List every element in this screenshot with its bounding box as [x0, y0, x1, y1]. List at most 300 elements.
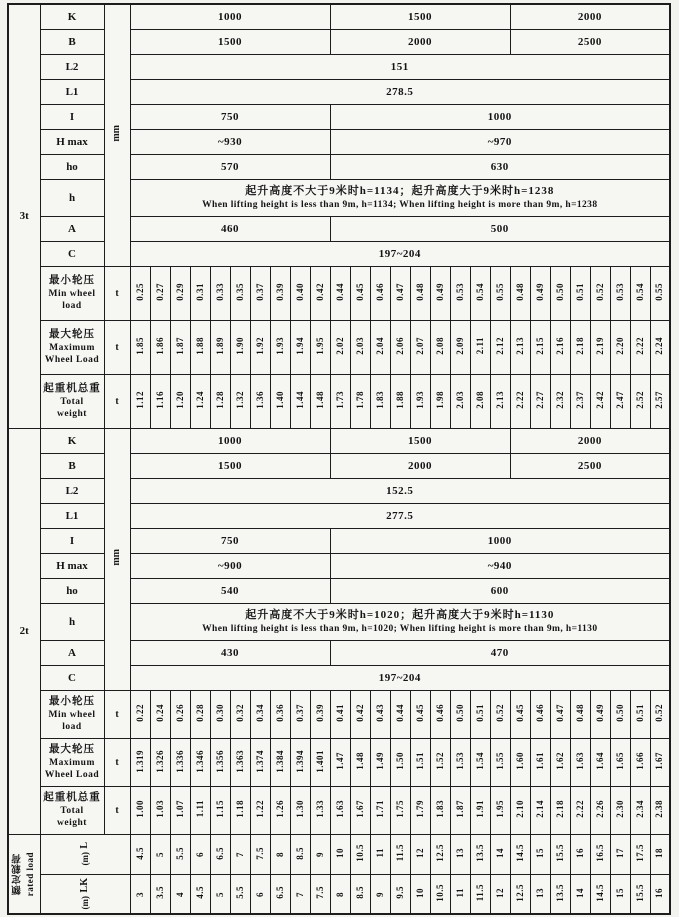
load-value-cell	[570, 690, 590, 738]
load-value: 0.52	[654, 704, 665, 722]
load-value-cell	[450, 738, 470, 786]
load-value-cell	[250, 320, 270, 374]
span-value-cell	[310, 834, 330, 874]
load-value-cell	[410, 786, 430, 834]
load-row	[8, 786, 670, 834]
load-value: 2.08	[434, 337, 445, 355]
dim-value-cell: 2000	[510, 428, 670, 453]
load-value-cell	[450, 374, 470, 428]
span-value-cell	[170, 834, 190, 874]
load-value-cell	[650, 266, 670, 320]
span-value-cell	[390, 834, 410, 874]
load-value-cell	[630, 266, 650, 320]
span-value-cell	[410, 874, 430, 914]
load-value: 2.24	[654, 337, 665, 355]
row-label-L1: L1	[40, 503, 104, 528]
load-value: 0.39	[274, 283, 285, 301]
load-value-cell	[550, 738, 570, 786]
load-value-cell	[310, 374, 330, 428]
lifting-height-note-cn: 起升高度不大于9米时h=1134；起升高度大于9米时h=1238	[245, 184, 555, 197]
load-unit-cell: t	[104, 690, 130, 738]
span-value-cell	[590, 874, 610, 914]
load-value: 1.95	[494, 800, 505, 818]
load-value: 2.16	[554, 337, 565, 355]
dim-value-cell: 1500	[130, 453, 330, 478]
load-value-cell	[610, 374, 630, 428]
load-value-cell	[590, 374, 610, 428]
span-value: 17.5	[634, 844, 645, 862]
span-value: 14.5	[594, 883, 605, 902]
load-value-cell	[490, 320, 510, 374]
load-value-cell	[130, 738, 150, 786]
load-value: 2.10	[514, 800, 525, 818]
load-value-cell	[630, 690, 650, 738]
load-value-cell	[370, 320, 390, 374]
load-value-cell	[430, 786, 450, 834]
span-value: 15	[534, 848, 545, 858]
load-value: 2.57	[654, 391, 665, 409]
load-value-cell	[190, 266, 210, 320]
span-value-cell	[170, 874, 190, 914]
row-label-L1: L1	[40, 79, 104, 104]
load-value: 1.401	[314, 749, 325, 773]
load-value: 2.47	[614, 391, 625, 409]
load-value-cell	[290, 374, 310, 428]
span-value-cell	[570, 834, 590, 874]
span-value: 8.5	[354, 886, 365, 900]
load-value: 1.356	[214, 749, 225, 773]
load-value: 1.384	[274, 749, 285, 773]
span-value-cell	[430, 874, 450, 914]
load-value: 0.26	[174, 704, 185, 722]
load-value: 0.47	[554, 704, 565, 722]
load-value-cell	[130, 374, 150, 428]
load-value: 0.54	[474, 283, 485, 301]
dim-value-cell	[130, 603, 670, 640]
span-value-cell	[490, 834, 510, 874]
span-value: 5.5	[174, 846, 185, 860]
load-row-label	[40, 690, 104, 738]
dim-unit-cell	[104, 4, 130, 266]
span-value-cell	[230, 834, 250, 874]
span-value-cell	[270, 834, 290, 874]
load-value-cell	[490, 374, 510, 428]
load-value: 1.55	[494, 752, 505, 770]
span-value: 13.5	[554, 883, 565, 902]
load-label-en: load	[62, 301, 82, 312]
load-value-cell	[550, 320, 570, 374]
span-value-cell	[350, 834, 370, 874]
dim-value-cell: 1000	[130, 428, 330, 453]
load-value: 1.66	[634, 752, 645, 770]
span-value: 6	[254, 891, 265, 897]
span-value: 17	[614, 848, 625, 858]
load-value-cell	[250, 374, 270, 428]
load-label-en: weight	[57, 409, 87, 420]
load-label-cn: 起重机总重	[43, 382, 101, 394]
load-value-cell	[630, 738, 650, 786]
span-value-cell	[150, 834, 170, 874]
dim-value-cell: 152.5	[130, 478, 670, 503]
row-label-B: B	[40, 29, 104, 54]
load-value: 1.65	[614, 752, 625, 770]
load-value-cell	[170, 266, 190, 320]
load-row	[8, 320, 670, 374]
span-value: 18	[654, 848, 665, 858]
span-value-cell	[630, 834, 650, 874]
load-value-cell	[130, 320, 150, 374]
load-value: 1.90	[234, 337, 245, 355]
load-value: 1.71	[374, 800, 385, 818]
load-value-cell	[590, 690, 610, 738]
load-value: 1.53	[454, 752, 465, 770]
load-value: 0.35	[234, 283, 245, 301]
load-value-cell	[330, 320, 350, 374]
spec-table	[7, 3, 671, 915]
load-value: 1.95	[314, 337, 325, 355]
load-value-cell	[530, 786, 550, 834]
load-value-cell	[550, 786, 570, 834]
dim-value-cell: ~930	[130, 129, 330, 154]
load-value: 1.12	[134, 391, 145, 409]
span-value: 13	[454, 848, 465, 858]
load-value-cell	[330, 690, 350, 738]
row-label-H max: H max	[40, 553, 104, 578]
load-value: 1.16	[154, 391, 165, 409]
load-value-cell	[410, 320, 430, 374]
load-value: 0.55	[494, 283, 505, 301]
span-value: 16	[574, 848, 585, 858]
load-value: 1.32	[234, 391, 245, 409]
load-value-cell	[610, 786, 630, 834]
load-value-cell	[350, 690, 370, 738]
load-value: 0.43	[374, 704, 385, 722]
load-value-cell	[210, 320, 230, 374]
load-unit-cell: t	[104, 266, 130, 320]
span-value-cell	[230, 874, 250, 914]
load-value: 1.85	[134, 337, 145, 355]
load-value-cell	[370, 786, 390, 834]
span-value: 9.5	[394, 886, 405, 900]
span-value: 14	[574, 887, 585, 898]
span-value: 8.5	[294, 846, 305, 860]
load-value-cell	[370, 266, 390, 320]
load-value-cell	[330, 266, 350, 320]
capacity-label-2t: 2t	[8, 428, 40, 834]
span-value: 6.5	[274, 886, 285, 900]
load-value: 1.24	[194, 391, 205, 409]
load-label-en: load	[62, 722, 82, 733]
load-value-cell	[470, 320, 490, 374]
load-value: 0.49	[534, 283, 545, 301]
load-value: 1.98	[434, 391, 445, 409]
load-value-cell	[270, 320, 290, 374]
load-value-cell	[290, 786, 310, 834]
load-value: 2.38	[654, 800, 665, 818]
span-value-cell	[270, 874, 290, 914]
load-value: 1.86	[154, 337, 165, 355]
span-value: 6.5	[214, 846, 225, 860]
span-label-stack	[41, 842, 130, 865]
span-value: 16	[654, 887, 665, 898]
load-value: 0.31	[194, 283, 205, 301]
span-label-L	[40, 834, 130, 874]
load-value: 0.33	[214, 283, 225, 301]
load-value: 0.32	[234, 704, 245, 722]
load-value-cell	[570, 320, 590, 374]
load-value-cell	[510, 690, 530, 738]
row-label-I: I	[40, 528, 104, 553]
load-value: 1.87	[454, 800, 465, 818]
load-value-cell	[450, 266, 470, 320]
load-value-cell	[210, 690, 230, 738]
load-value-cell	[410, 738, 430, 786]
load-value: 0.34	[254, 704, 265, 722]
dim-value-cell: 500	[330, 216, 670, 241]
load-label-en: Min wheel	[48, 709, 96, 720]
dimension-row	[8, 4, 670, 29]
span-row	[8, 874, 670, 914]
load-value-cell	[370, 374, 390, 428]
load-row	[8, 690, 670, 738]
dim-value-cell: ~940	[330, 553, 670, 578]
row-label-h: h	[40, 179, 104, 216]
span-value-cell	[530, 834, 550, 874]
load-value: 0.53	[614, 283, 625, 301]
load-value-cell	[390, 266, 410, 320]
span-value-cell	[610, 874, 630, 914]
load-value-cell	[390, 690, 410, 738]
load-value-cell	[530, 374, 550, 428]
load-value: 1.92	[254, 337, 265, 355]
span-value-cell	[330, 834, 350, 874]
span-value-cell	[330, 874, 350, 914]
span-value: 5	[154, 852, 165, 857]
span-row	[8, 834, 670, 874]
load-value: 2.37	[574, 391, 585, 409]
load-value-cell	[290, 738, 310, 786]
load-value-cell	[230, 374, 250, 428]
load-value-cell	[230, 738, 250, 786]
load-value-cell	[270, 786, 290, 834]
span-value: 3	[134, 891, 145, 897]
load-value: 1.63	[334, 800, 345, 818]
dim-value-cell: 1000	[130, 4, 330, 29]
unit-mm-label: mm	[111, 549, 122, 566]
load-value-cell	[630, 320, 650, 374]
load-value-cell	[650, 690, 670, 738]
load-value: 1.87	[174, 337, 185, 355]
load-value-cell	[290, 690, 310, 738]
row-label-h: h	[40, 603, 104, 640]
span-value-cell	[210, 834, 230, 874]
span-value-cell	[250, 874, 270, 914]
load-value: 1.07	[174, 800, 185, 818]
span-value-cell	[370, 874, 390, 914]
span-value-cell	[470, 834, 490, 874]
load-label-cn: 最大轮压	[49, 328, 95, 340]
row-label-ho: ho	[40, 578, 104, 603]
dim-value-cell: 1000	[330, 528, 670, 553]
dim-value-cell: 750	[130, 528, 330, 553]
load-value-cell	[410, 690, 430, 738]
span-value-cell	[190, 834, 210, 874]
load-value-cell	[170, 320, 190, 374]
load-value: 0.52	[594, 283, 605, 301]
load-value-cell	[470, 266, 490, 320]
load-value: 1.33	[314, 800, 325, 818]
span-value: 12.5	[434, 844, 445, 862]
span-value: 14	[494, 848, 505, 858]
load-value-cell	[250, 738, 270, 786]
load-value-cell	[310, 266, 330, 320]
dim-value-cell: 197~204	[130, 241, 670, 266]
load-value: 1.319	[134, 749, 145, 773]
span-value-cell	[650, 834, 670, 874]
dim-value-cell: 430	[130, 640, 330, 665]
lifting-height-note-en: When lifting height is less than 9m, h=1134; When lifting height is more than 9m, h=1238	[202, 200, 598, 211]
load-value-cell	[130, 266, 150, 320]
load-value: 2.08	[474, 391, 485, 409]
span-value-cell	[390, 874, 410, 914]
span-value: 8	[274, 852, 285, 857]
load-value-cell	[650, 374, 670, 428]
load-row	[8, 738, 670, 786]
load-value: 0.50	[454, 704, 465, 722]
load-value: 1.63	[574, 752, 585, 770]
load-label-en: weight	[57, 818, 87, 829]
span-value: 9	[374, 891, 385, 897]
load-value-cell	[650, 786, 670, 834]
span-value-cell	[630, 874, 650, 914]
load-label-en: Total	[60, 396, 84, 407]
load-label-en: Maximum	[49, 757, 95, 768]
load-value: 0.46	[434, 704, 445, 722]
load-value: 1.00	[134, 800, 145, 818]
load-value-cell	[650, 738, 670, 786]
span-value-cell	[290, 874, 310, 914]
dim-value-cell: 1500	[130, 29, 330, 54]
load-value: 0.49	[594, 704, 605, 722]
load-unit-cell: t	[104, 786, 130, 834]
load-value: 1.11	[194, 800, 205, 818]
load-value: 1.36	[254, 391, 265, 409]
load-value: 1.67	[354, 800, 365, 818]
load-value: 0.24	[154, 704, 165, 722]
load-value: 0.50	[614, 704, 625, 722]
load-value-cell	[130, 690, 150, 738]
load-value-cell	[190, 786, 210, 834]
span-value: 3.5	[154, 886, 165, 900]
load-value: 0.42	[314, 283, 325, 301]
load-label-cn: 起重机总重	[43, 791, 101, 803]
span-value-cell	[350, 874, 370, 914]
load-value: 1.40	[274, 391, 285, 409]
load-value-cell	[510, 738, 530, 786]
load-value-cell	[270, 690, 290, 738]
load-value: 2.20	[614, 337, 625, 355]
load-value: 0.46	[374, 283, 385, 301]
span-value: 11.5	[474, 884, 485, 902]
span-letter: LK	[79, 878, 90, 893]
load-value: 1.78	[354, 391, 365, 409]
load-value-cell	[250, 786, 270, 834]
load-value: 1.67	[654, 752, 665, 770]
load-value: 2.18	[574, 337, 585, 355]
load-row-label	[40, 786, 104, 834]
span-value: 13.5	[474, 844, 485, 862]
load-value-cell	[190, 320, 210, 374]
load-value: 2.42	[594, 391, 605, 409]
load-value-cell	[250, 690, 270, 738]
load-value: 2.22	[514, 391, 525, 409]
load-value: 0.50	[554, 283, 565, 301]
span-value: 12	[414, 848, 425, 858]
dim-value-cell: 277.5	[130, 503, 670, 528]
load-value-cell	[210, 374, 230, 428]
span-value-cell	[610, 834, 630, 874]
span-value: 6	[194, 852, 205, 857]
load-value-cell	[370, 738, 390, 786]
load-row-label	[40, 266, 104, 320]
load-value: 2.15	[534, 337, 545, 355]
load-value-cell	[310, 738, 330, 786]
load-value: 1.79	[414, 800, 425, 818]
load-value-cell	[530, 266, 550, 320]
load-value-cell	[410, 374, 430, 428]
load-value: 1.28	[214, 391, 225, 409]
load-value: 0.37	[254, 283, 265, 301]
load-value-cell	[230, 690, 250, 738]
row-label-K: K	[40, 4, 104, 29]
row-label-K: K	[40, 428, 104, 453]
span-label-LK	[40, 874, 130, 914]
load-value-cell	[210, 738, 230, 786]
span-value-cell	[650, 874, 670, 914]
load-value: 0.30	[214, 704, 225, 722]
load-value-cell	[490, 690, 510, 738]
dim-value-cell: 2000	[510, 4, 670, 29]
load-value: 1.88	[394, 391, 405, 409]
load-label-en: Total	[60, 805, 84, 816]
load-value: 1.326	[154, 749, 165, 773]
span-unit: (m)	[79, 852, 90, 866]
load-value-cell	[350, 738, 370, 786]
load-value: 2.09	[454, 337, 465, 355]
span-value-cell	[310, 874, 330, 914]
load-row-label	[40, 374, 104, 428]
load-value-cell	[590, 320, 610, 374]
load-value-cell	[390, 738, 410, 786]
load-value-cell	[590, 266, 610, 320]
span-value: 7	[294, 891, 305, 897]
load-value: 0.54	[634, 283, 645, 301]
load-value-cell	[290, 320, 310, 374]
load-value: 0.45	[414, 704, 425, 722]
load-value: 0.55	[654, 283, 665, 301]
dim-value-cell: 1500	[330, 4, 510, 29]
load-value-cell	[270, 738, 290, 786]
load-value-cell	[510, 374, 530, 428]
load-value: 0.39	[314, 704, 325, 722]
load-value-cell	[430, 738, 450, 786]
load-value-cell	[330, 786, 350, 834]
dim-value-cell: 600	[330, 578, 670, 603]
load-label-en: Min wheel	[48, 288, 96, 299]
rated-load-en: rated load	[24, 851, 35, 896]
load-value: 0.51	[634, 704, 645, 722]
load-value: 2.11	[474, 337, 485, 355]
